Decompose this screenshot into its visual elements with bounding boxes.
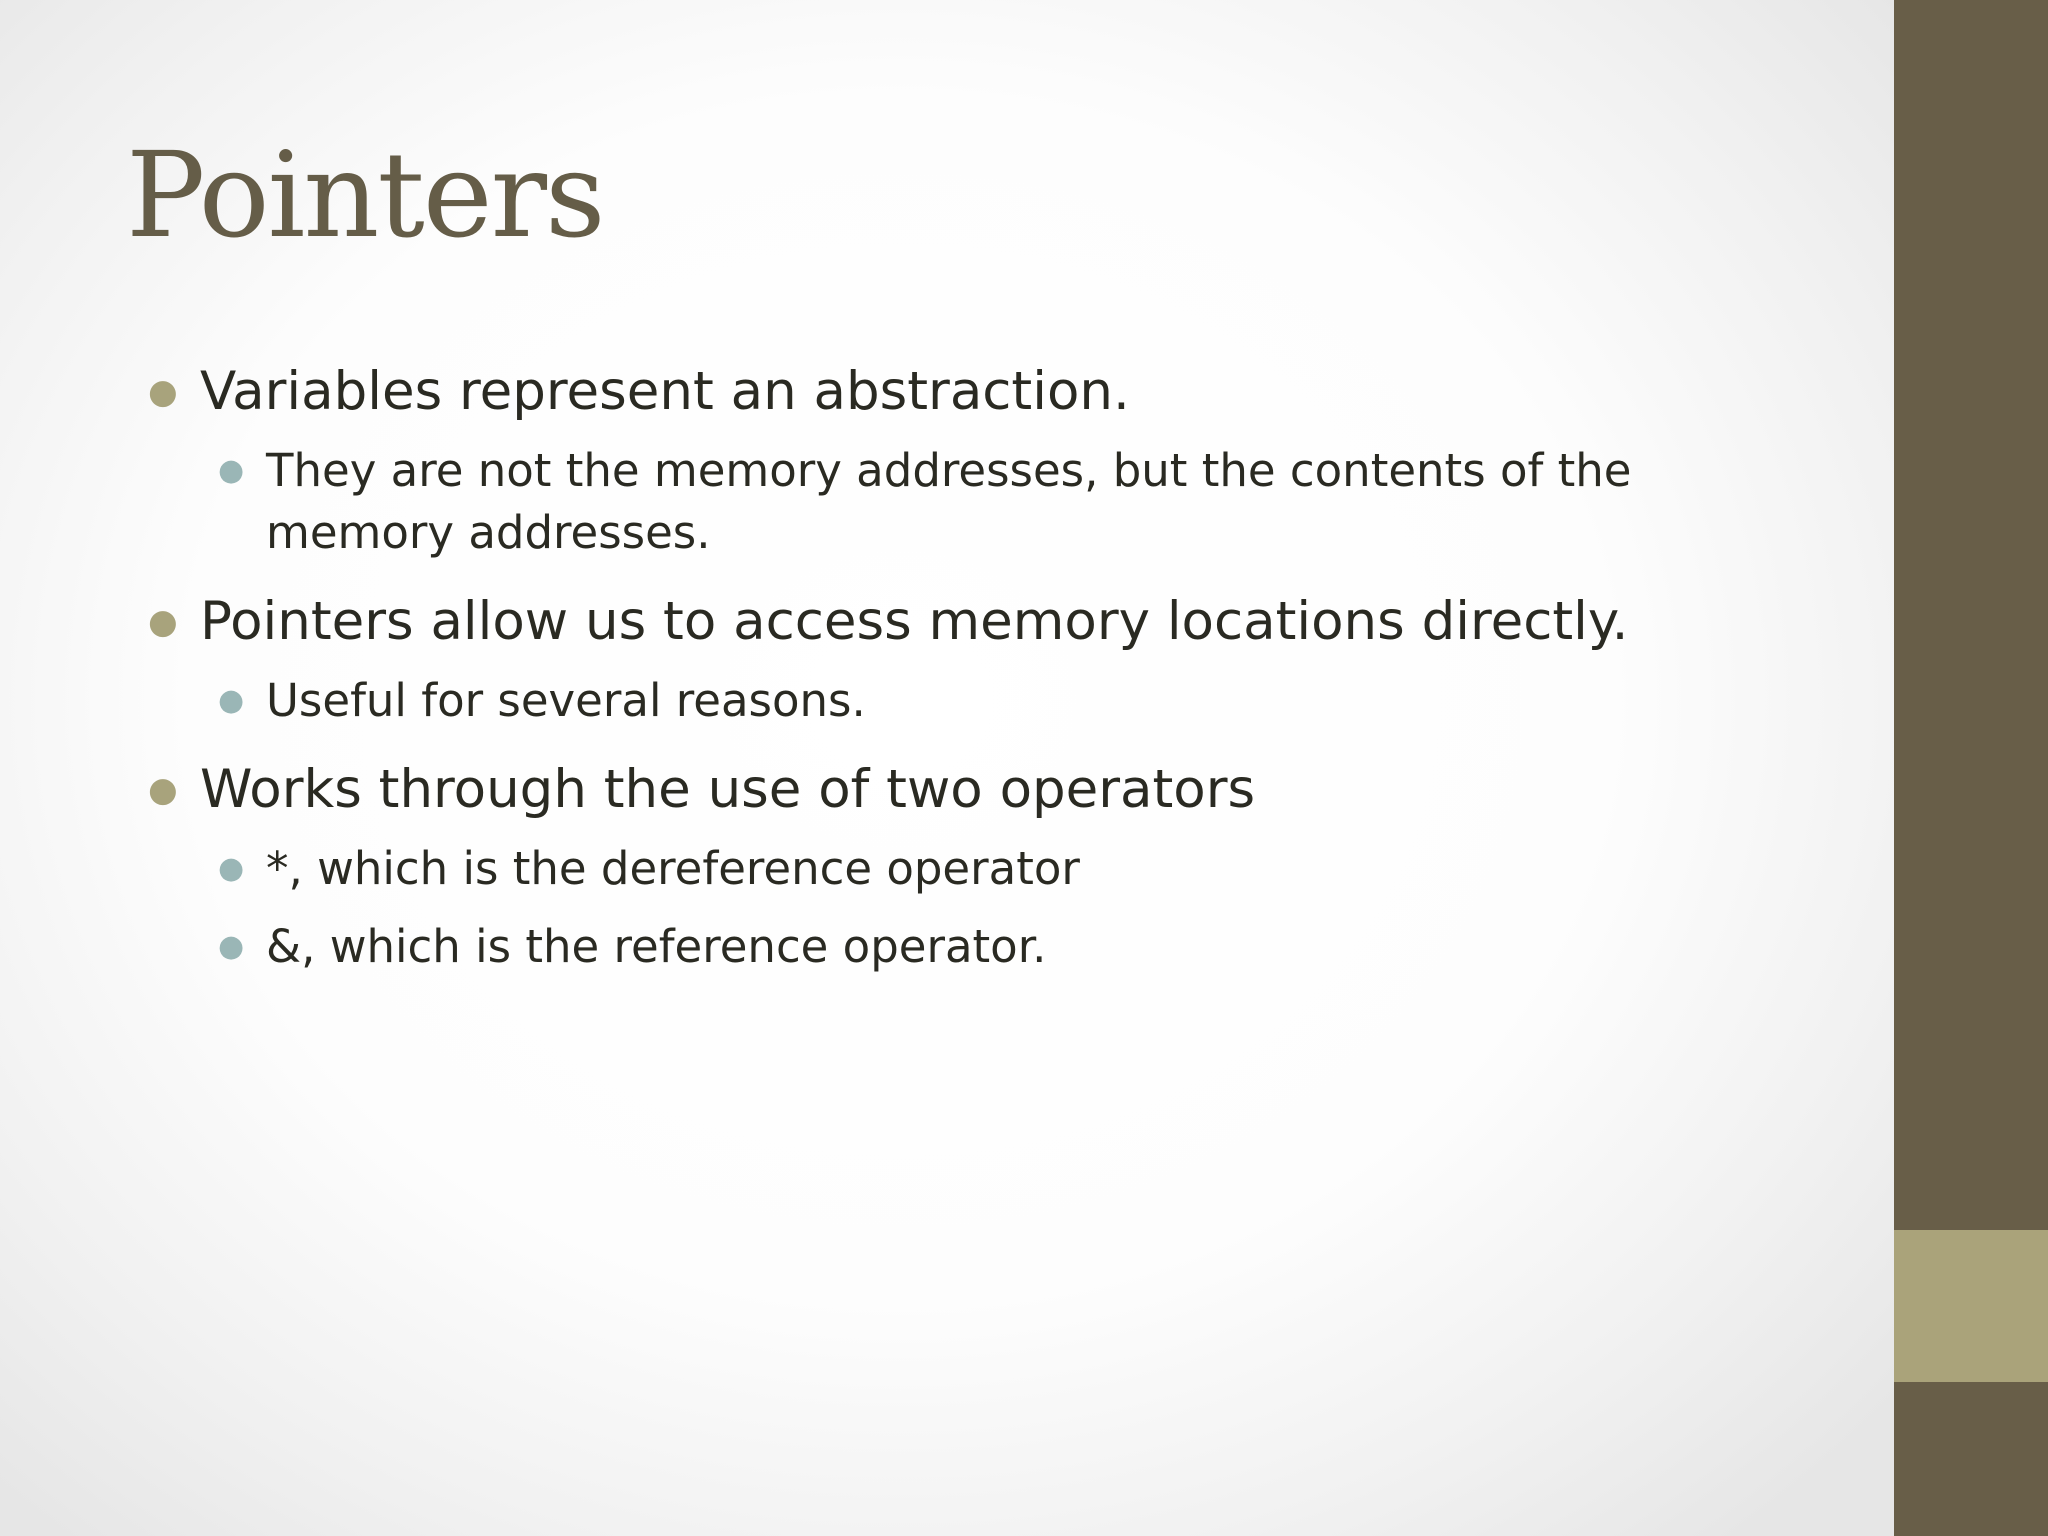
sub-bullet-text: &, which is the reference operator. xyxy=(266,920,1047,973)
sub-bullet-item xyxy=(216,440,1708,564)
sub-bullet-item xyxy=(216,670,1708,732)
sub-bullet-dot-icon: ● xyxy=(218,683,245,718)
sub-bullet-dot-icon: ● xyxy=(218,453,245,488)
sub-bullet-item xyxy=(216,916,1708,978)
bullet-text: Pointers allow us to access memory locations directly. xyxy=(200,591,1629,652)
bullet-dot-icon: ● xyxy=(148,770,178,810)
sub-bullet-dot-icon: ● xyxy=(218,851,245,886)
bullet-text: Variables represent an abstraction. xyxy=(200,361,1130,422)
bullet-dot-icon: ● xyxy=(148,602,178,642)
sub-bullet-text: *, which is the dereference operator xyxy=(266,842,1080,895)
sub-bullet-text: Useful for several reasons. xyxy=(266,674,866,727)
sub-bullet-dot-icon: ● xyxy=(218,929,245,964)
sub-bullet-item xyxy=(216,838,1708,900)
bullet-list xyxy=(148,360,1708,978)
bullet-item xyxy=(148,590,1708,654)
bullet-item xyxy=(148,360,1708,424)
sub-bullet-text: They are not the memory addresses, but the contents of the memory addresses. xyxy=(266,444,1632,559)
bullet-dot-icon: ● xyxy=(148,372,178,412)
bullet-text: Works through the use of two operators xyxy=(200,759,1256,820)
bullet-item xyxy=(148,758,1708,822)
side-bar-accent xyxy=(1894,1230,2048,1382)
slide-title: Pointers xyxy=(126,126,604,264)
